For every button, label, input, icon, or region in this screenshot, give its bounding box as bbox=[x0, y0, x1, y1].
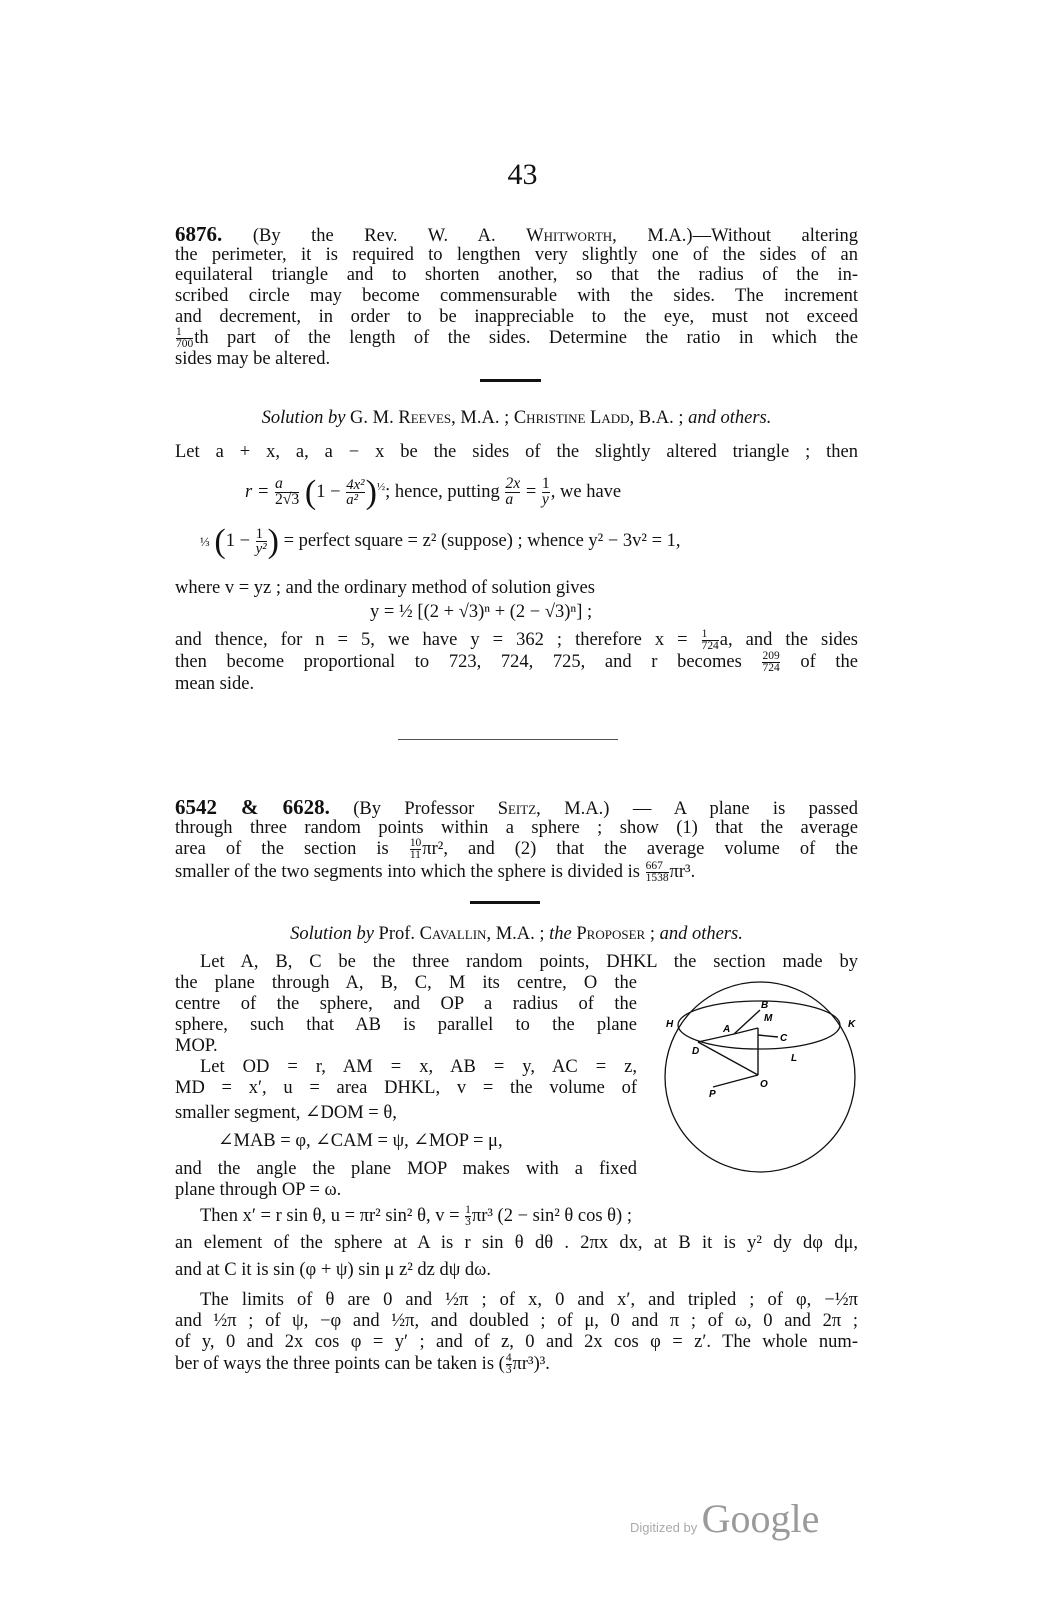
math-line: and thence, for n = 5, we have y = 362 ; therefore x = $\frac{1}{724}$ a, and the sides bbox=[175, 628, 858, 652]
label-O: O bbox=[760, 1079, 768, 1090]
section-rule bbox=[480, 379, 541, 382]
text-line: sphere, such that AB is parallel to the plane bbox=[175, 1015, 637, 1035]
fraction: $\frac{1}{700}$ bbox=[176, 326, 194, 350]
problem-line: $\frac{1}{700}$ th part of the length of the sides. Determine the ratio in which the bbox=[176, 326, 858, 350]
problem-line: and decrement, in order to be inappreciable to the eye, must not exceed bbox=[175, 307, 858, 327]
math-line: of y, 0 and 2x cos φ = y′ ; and of z, 0 and 2x cos φ = z′. The whole num- bbox=[175, 1332, 858, 1352]
math-line: then become proportional to 723, 724, 725, and r becomes $\frac{209}{724}$ of the bbox=[175, 650, 859, 674]
author-name: Whitworth bbox=[526, 226, 613, 246]
text-line: the plane through A, B, C, M its centre, O the bbox=[175, 973, 637, 993]
digitized-by-google-watermark: Digitized by Google bbox=[630, 1496, 820, 1541]
text-line: Let OD = r, AM = x, AB = y, AC = z, bbox=[200, 1057, 637, 1077]
math-equation-square: ⅓ (1 − $\frac{1}{\text{y²}}$ ) = perfect square = z² (suppose) ; whence y² − 3v² = 1, bbox=[200, 522, 681, 560]
text-line: ∠MAB = φ, ∠CAM = ψ, ∠MOP = μ, bbox=[218, 1131, 503, 1151]
problem-line: smaller of the two segments into which the sphere is divided is $\frac{667}{1538}$ πr³. bbox=[175, 860, 696, 884]
label-B: B bbox=[761, 1000, 769, 1011]
problem-line bbox=[175, 224, 858, 245]
problem-number: 6876. bbox=[175, 222, 223, 246]
problem-line: through three random points within a sphere ; show (1) that the average bbox=[175, 818, 858, 838]
label-C: C bbox=[780, 1033, 788, 1044]
math-equation-y: y = ½ [(2 + √3)ⁿ + (2 − √3)ⁿ] ; bbox=[370, 602, 593, 622]
problem-line: 6542 & 6628. (By Professor Seitz, M.A.) — A plane is passed bbox=[175, 795, 859, 819]
text-line: smaller segment, ∠DOM = θ, bbox=[175, 1103, 397, 1123]
text-line: MD = x′, u = area DHKL, v = the volume of bbox=[175, 1078, 637, 1098]
problem-line: equilateral triangle and to shorten another, so that the radius of the in- bbox=[175, 265, 858, 285]
label-H: H bbox=[666, 1019, 674, 1030]
math-line: mean side. bbox=[175, 674, 255, 694]
text-line: Let A, B, C be the three random points, DHKL the section made by bbox=[200, 952, 858, 972]
solution-heading: Solution by G. M. Reeves, M.A. ; Christine Ladd, B.A. ; and others. bbox=[261, 408, 772, 428]
math-line: Let a + x, a, a − x be the sides of the slightly altered triangle ; then bbox=[175, 442, 858, 462]
solution-heading: Solution by Prof. Cavallin, M.A. ; the Proposer ; and others. bbox=[290, 924, 743, 944]
label-K: K bbox=[848, 1019, 856, 1030]
label-M: M bbox=[764, 1013, 773, 1024]
section-separator bbox=[398, 739, 618, 740]
text: , M.A.)—Without altering bbox=[612, 226, 859, 246]
text: (By the Rev. W. A. bbox=[252, 226, 527, 246]
math-line: The limits of θ are 0 and ½π ; of x, 0 and x′, and tripled ; of φ, −½π bbox=[200, 1290, 858, 1310]
problem-line: area of the section is $\frac{10}{11}$ πr², and (2) that the average volume of the bbox=[175, 837, 858, 861]
text-line: and the angle the plane MOP makes with a fixed bbox=[175, 1159, 637, 1179]
author-name: Seitz bbox=[497, 799, 537, 819]
math-line: where v = yz ; and the ordinary method of solution gives bbox=[175, 578, 595, 598]
label-L: L bbox=[791, 1053, 798, 1064]
problem-number: 6542 & 6628. bbox=[175, 795, 330, 819]
math-line: and ½π ; of ψ, −φ and ½π, and doubled ; of μ, 0 and π ; of ω, 0 and 2π ; bbox=[175, 1311, 858, 1331]
text-line: plane through OP = ω. bbox=[175, 1180, 342, 1200]
label-A: A bbox=[723, 1024, 731, 1035]
math-line: ber of ways the three points can be taken is ( $\frac{4}{3}$ πr³)³. bbox=[175, 1352, 550, 1376]
label-D: D bbox=[692, 1046, 700, 1057]
problem-line: sides may be altered. bbox=[175, 349, 331, 369]
math-line: and at C it is sin (φ + ψ) sin μ z² dz dψ dω. bbox=[175, 1260, 491, 1280]
section-ellipse bbox=[678, 1001, 840, 1049]
section-rule bbox=[470, 901, 540, 904]
text-line: MOP. bbox=[175, 1036, 218, 1056]
math-line: Then x′ = r sin θ, u = πr² sin² θ, v = $\frac{1}{3}$ πr³ (2 − sin² θ cos θ) ; bbox=[200, 1204, 632, 1228]
sphere-diagram bbox=[660, 977, 860, 1177]
problem-line: scribed circle may become commensurable with the sides. The increment bbox=[175, 286, 858, 306]
math-line: an element of the sphere at A is r sin θ dθ . 2πx dx, at B it is y² dy dφ dμ, bbox=[175, 1233, 858, 1253]
math-equation-r: r = $\frac{a}{2√3}$ (1 − $\frac{\text{4x²}}{\text{a²}}$ )$^{\frac{1}{2}}$; hence, putting $\frac{2x}{a}$ = $\frac{1}{y}$ , we have bbox=[245, 473, 622, 511]
label-P: P bbox=[709, 1089, 716, 1100]
text-line: centre of the sphere, and OP a radius of the bbox=[175, 994, 637, 1014]
problem-line: the perimeter, it is required to lengthen very slightly one of the sides of an bbox=[175, 245, 858, 265]
page-number: 43 bbox=[507, 158, 538, 191]
